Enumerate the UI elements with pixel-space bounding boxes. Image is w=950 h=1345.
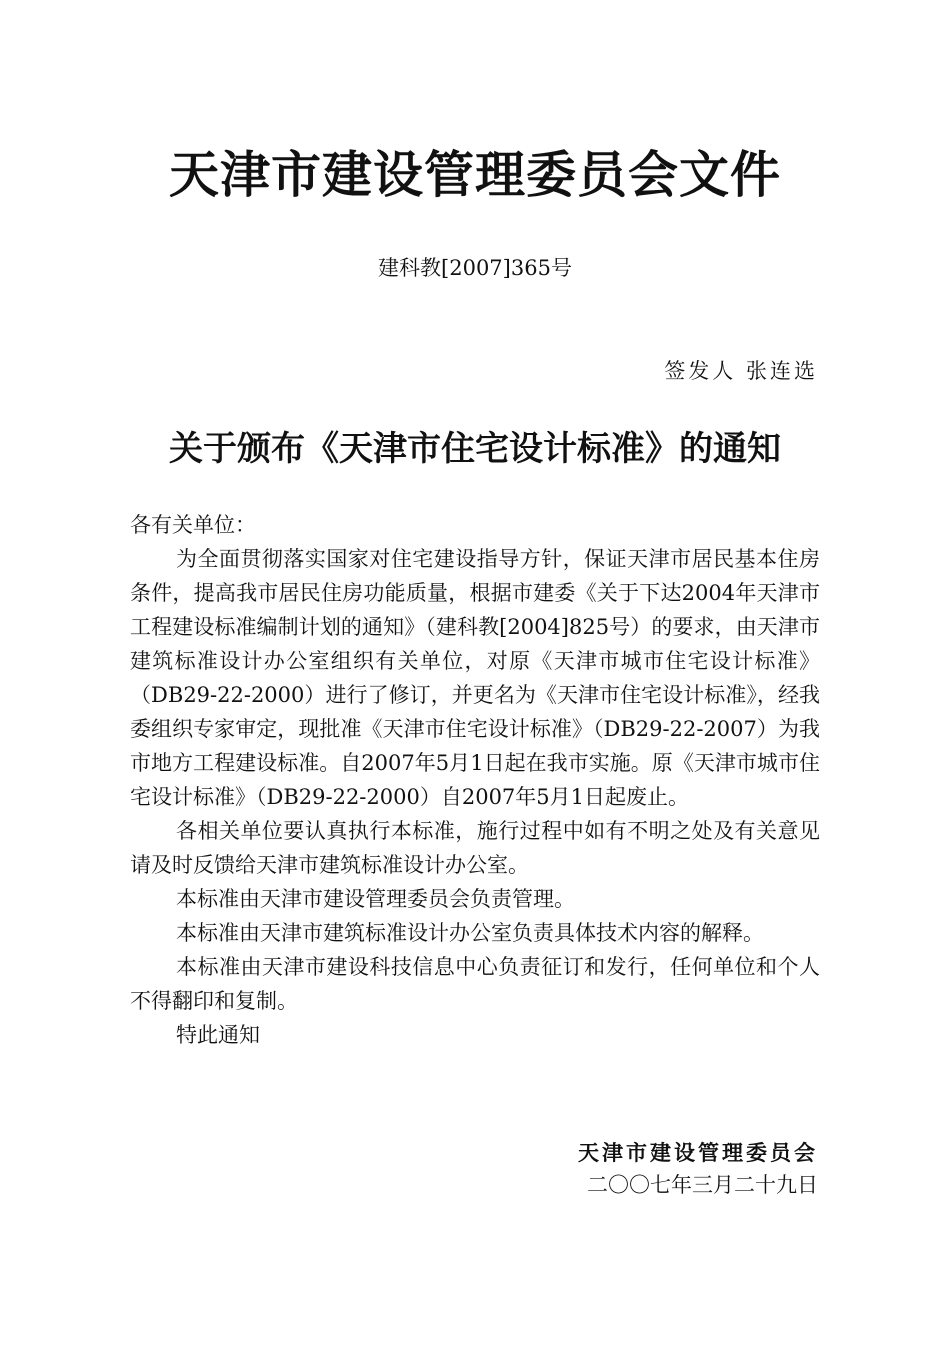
- notice-title: 关于颁布《天津市住宅设计标准》的通知: [169, 429, 781, 469]
- paragraph-1: 为全面贯彻落实国家对住宅建设指导方针，保证天津市居民基本住房条件，提高我市居民住房功能质量，根据市建委《关于下达2004年天津市工程建设标准编制计划的通知》（建科教[2004]825号）的要求，由天津市建筑标准设计办公室组织有关单位，对原《天津市城市住宅设计标准》（DB29-22-2000）进行了修订，并更名为《天津市住宅设计标准》，经我委组织专家审定，现批准《天津市住宅设计标准》（DB29-22-2007）为我市地方工程建设标准。自2007年5月1日起在我市实施。原《天津市城市住宅设计标准》（DB29-22-2000）自2007年5月1日起废止。: [130, 547, 820, 809]
- paragraph-3: 本标准由天津市建设管理委员会负责管理。: [176, 887, 575, 911]
- paragraph-2: 各相关单位要认真执行本标准，施行过程中如有不明之处及有关意见请及时反馈给天津市建筑标准设计办公室。: [130, 819, 820, 877]
- paragraph-4: 本标准由天津市建筑标准设计办公室负责具体技术内容的解释。: [176, 921, 764, 945]
- issue-date: 二〇〇七年三月二十九日: [587, 1173, 818, 1197]
- paragraph-5: 本标准由天津市建设科技信息中心负责征订和发行，任何单位和个人不得翻印和复制。: [130, 955, 820, 1013]
- signer-line: 签发人 张连选: [664, 359, 818, 383]
- closing-phrase: 特此通知: [176, 1023, 260, 1047]
- document-header-title: 天津市建设管理委员会文件: [169, 145, 781, 204]
- issuing-organization: 天津市建设管理委员会: [578, 1140, 818, 1165]
- notice-body: [130, 508, 820, 1052]
- salutation: 各有关单位：: [130, 513, 256, 537]
- document-number: 建科教[2007]365号: [378, 256, 572, 280]
